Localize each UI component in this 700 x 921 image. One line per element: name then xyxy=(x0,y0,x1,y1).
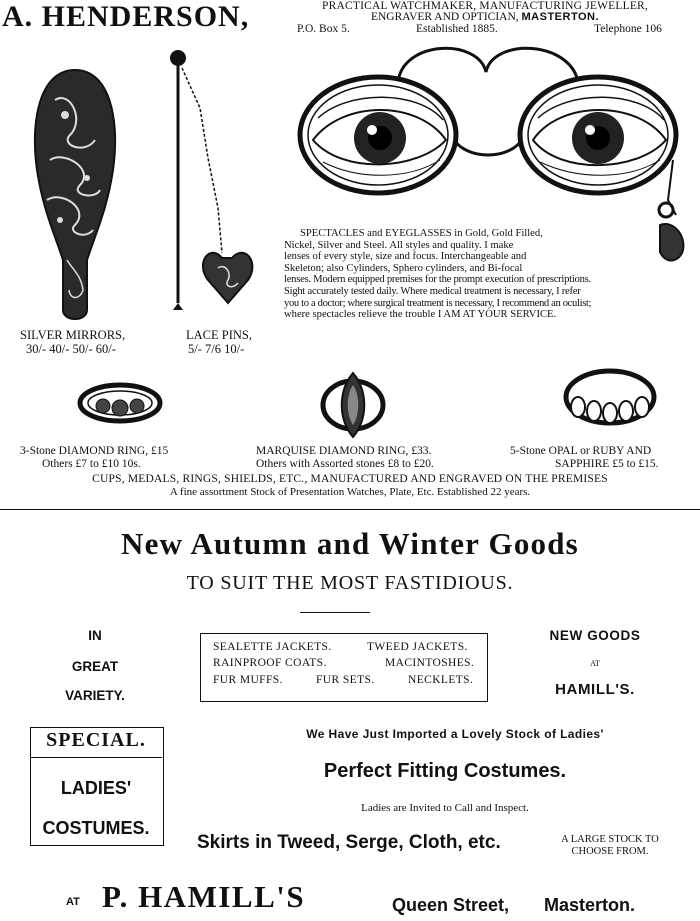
henderson-engraver-text: ENGRAVER AND OPTICIAN, xyxy=(370,11,519,23)
marquise-ring-illustration xyxy=(318,365,388,445)
hamill-subhead: TO SUIT THE MOST FASTIDIOUS. xyxy=(186,572,514,594)
special-text: SPECIAL. xyxy=(46,729,146,751)
spectacles-line-1: SPECTACLES and EYEGLASSES in Gold, Gold Filled, xyxy=(300,228,543,239)
at-text: AT xyxy=(66,896,80,908)
spectacles-text xyxy=(284,228,700,321)
cups-line: CUPS, MEDALS, RINGS, SHIELDS, ETC., MANUFACTURED AND ENGRAVED ON THE PREMISES xyxy=(92,473,608,485)
invited-text: Ladies are Invited to Call and Inspect. xyxy=(361,802,529,814)
masterton-text: Masterton. xyxy=(544,895,636,915)
right-hamills: HAMILL'S. xyxy=(555,681,635,698)
henderson-trade-line2 xyxy=(290,11,680,23)
ring3-label2: SAPPHIRE £5 to £15. xyxy=(555,458,659,470)
lace-pins-label: LACE PINS, xyxy=(186,328,252,342)
choose-from-text: CHOOSE FROM. xyxy=(571,846,649,857)
henderson-trade-line1: PRACTICAL WATCHMAKER, MANUFACTURING JEWELLER, xyxy=(322,0,648,12)
assortment-line: A fine assortment Stock of Presentation Watches, Plate, Etc. Established 22 years. xyxy=(169,486,531,498)
p-hamills-text: P. HAMILL'S xyxy=(102,879,306,914)
henderson-established: Established 1885. xyxy=(416,23,498,35)
garment-rainproof-coats: RAINPROOF COATS. xyxy=(213,657,327,669)
left-in-text: IN xyxy=(88,628,102,643)
costumes-text: COSTUMES. xyxy=(42,818,150,838)
subhead-rule xyxy=(300,612,370,613)
large-stock-text: A LARGE STOCK TO xyxy=(561,834,659,845)
lace-pins-prices: 5/- 7/6 10/- xyxy=(188,342,245,356)
ring3-label: 5-Stone OPAL or RUBY AND xyxy=(510,445,652,457)
garment-macintoshes: MACINTOSHES. xyxy=(385,657,475,669)
mirrors-prices: 30/- 40/- 50/- 60/- xyxy=(26,342,116,356)
skirts-text: Skirts in Tweed, Serge, Cloth, etc. xyxy=(197,832,501,853)
ring1-others: Others £7 to £10 10s. xyxy=(42,458,141,470)
spectacles-line-5: lenses. Modern equipped premises for the prompt execution of prescriptions. xyxy=(284,274,591,286)
left-great-text: GREAT xyxy=(71,659,119,674)
hamill-headline: New Autumn and Winter Goods xyxy=(121,526,579,561)
spectacles-line-3: lenses of every style, size and focus. Interchangeable and xyxy=(284,251,527,263)
section-divider xyxy=(0,509,700,510)
henderson-telephone: Telephone 106 xyxy=(594,23,662,35)
ring1-label: 3-Stone DIAMOND RING, £15 xyxy=(20,445,169,457)
ring2-others: Others with Assorted stones £8 to £20. xyxy=(256,458,434,470)
spectacles-line-7: you to a doctor; where surgical treatment is necessary, I recommend an oculist; xyxy=(284,297,592,309)
garment-tweed-jackets: TWEED JACKETS. xyxy=(367,641,468,653)
spectacles-line-8: where spectacles relieve the trouble I AM AT YOUR SERVICE. xyxy=(284,309,557,321)
henderson-name: A. HENDERSON, xyxy=(2,0,250,33)
three-stone-ring-illustration xyxy=(75,378,165,428)
garment-sealette-jackets: SEALETTE JACKETS. xyxy=(213,641,332,653)
spectacles-line-6: Sight accurately tested daily. Where medical treatment is necessary, I refer xyxy=(284,285,581,297)
mirrors-label: SILVER MIRRORS, xyxy=(20,328,126,342)
ladies-text: LADIES' xyxy=(60,778,132,798)
garment-fur-muffs: FUR MUFFS. xyxy=(213,674,283,686)
garment-fur-sets: FUR SETS. xyxy=(316,674,375,686)
spectacles-line-4: Skeleton; also Cylinders, Sphero cylinders, and Bi-focal xyxy=(284,262,523,274)
lace-pin-illustration xyxy=(160,48,260,318)
silver-mirror-illustration xyxy=(25,60,125,335)
imported-text: We Have Just Imported a Lovely Stock of Ladies' xyxy=(306,727,604,741)
henderson-masterton-text: MASTERTON. xyxy=(521,11,600,23)
henderson-po-box: P.O. Box 5. xyxy=(297,23,350,35)
right-new-goods: NEW GOODS xyxy=(549,628,641,643)
ring2-label: MARQUISE DIAMOND RING, £33. xyxy=(256,445,432,457)
queen-street-text: Queen Street, xyxy=(392,895,510,915)
five-stone-ring-illustration xyxy=(560,365,660,435)
special-rule xyxy=(30,757,162,758)
left-variety-text: VARIETY. xyxy=(65,688,125,703)
garment-necklets: NECKLETS. xyxy=(408,674,474,686)
right-at: AT xyxy=(590,659,600,668)
spectacles-line-2: Nickel, Silver and Steel. All styles and quality. I make xyxy=(284,239,514,251)
perfect-fitting-text: Perfect Fitting Costumes. xyxy=(323,760,567,782)
